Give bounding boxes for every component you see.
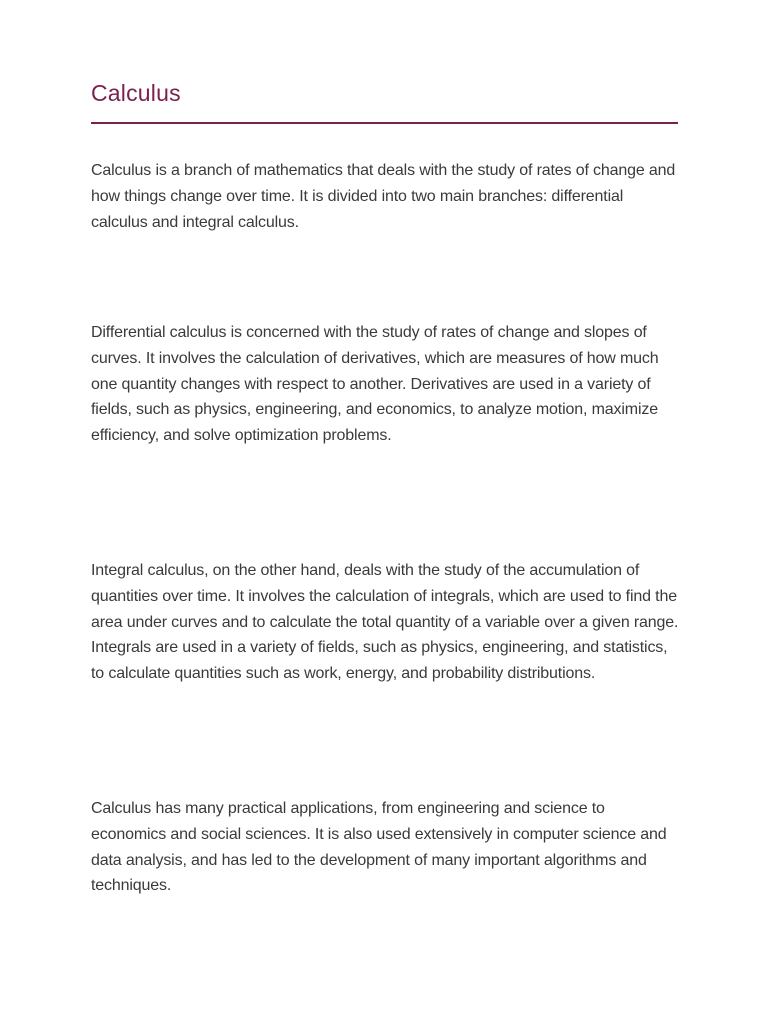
paragraph-applications: Calculus has many practical applications, from engineering and science to economics and social sciences. It is also used extensively in computer science and data analysis, and has led to the development of many important algorithms and techniques. — [91, 800, 667, 895]
title-underline-rule — [91, 122, 678, 124]
document-title: Calculus — [91, 80, 181, 106]
paragraph-intro: Calculus is a branch of mathematics that deals with the study of rates of change and how things change over time. It is divided into two main branches: differential calculus and integral calculus. — [91, 162, 676, 231]
paragraph-integral-calculus: Integral calculus, on the other hand, deals with the study of the accumulation of quantities over time. It involves the calculation of integrals, which are used to find the area under curves and to calculate the total quantity of a variable over a given range. Integrals are used in a variety of fields, such as physics, engineering, and statistics, to calculate quantities such as work, energy, and probability distributions. — [91, 562, 679, 683]
paragraph-differential-calculus: Differential calculus is concerned with the study of rates of change and slopes of curves. It involves the calculation of derivatives, which are measures of how much one quantity changes with respect to another. Derivatives are used in a variety of fields, such as physics, engineering, and economics, to analyze motion, maximize efficiency, and solve optimization problems. — [91, 324, 659, 445]
